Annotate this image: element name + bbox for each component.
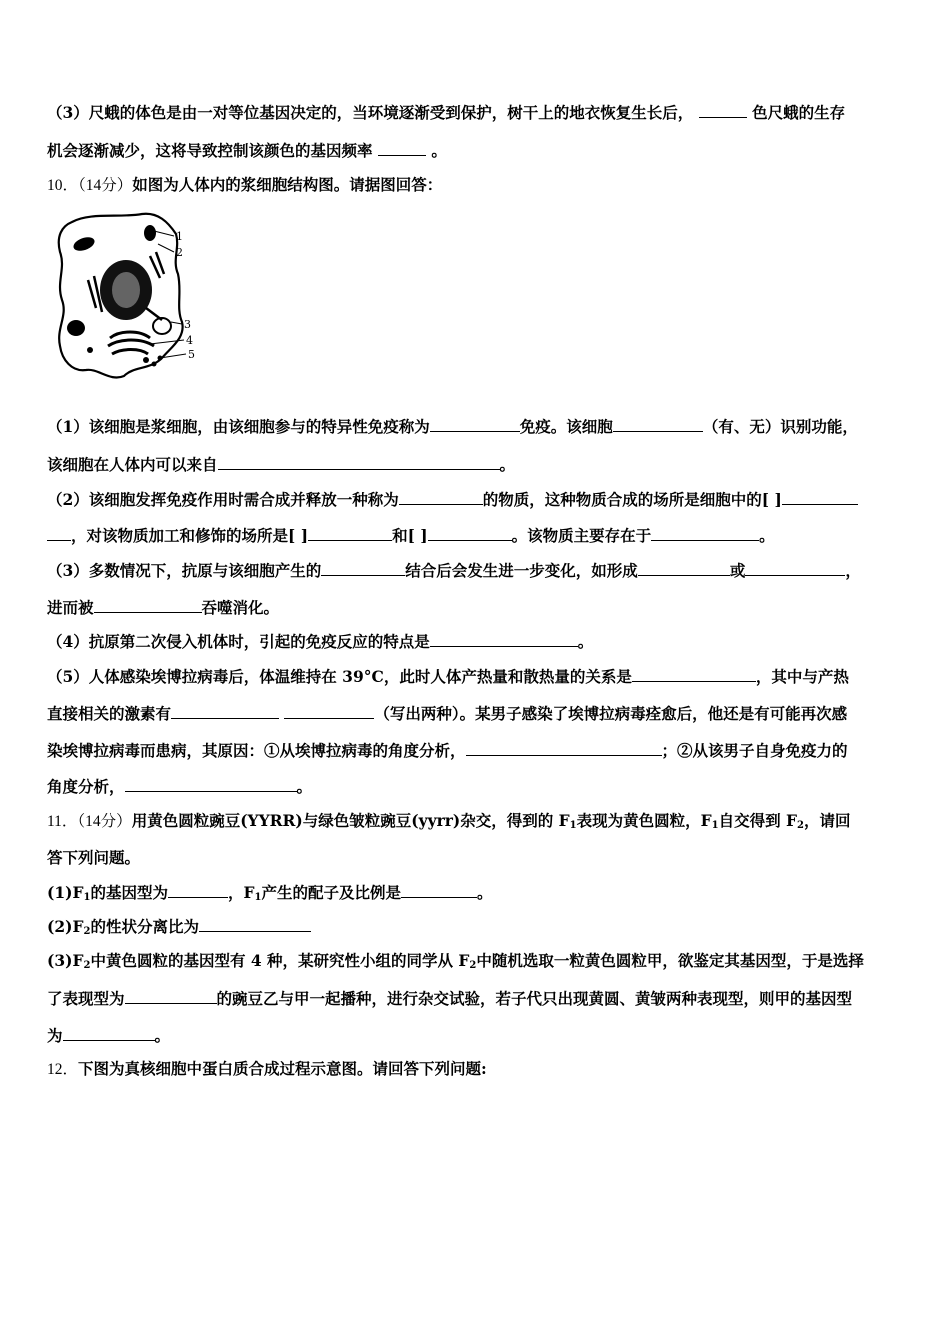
question-number: 11．（14分） [47, 813, 132, 830]
answer-blank[interactable] [199, 916, 311, 932]
q10-part4: （4）抗原第二次侵入机体时，引起的免疫反应的特点是 。 [47, 632, 594, 651]
question-number: 10．（14分） [47, 177, 133, 194]
figure-label-5: 5 [188, 348, 195, 361]
figure-label-3: 3 [184, 318, 191, 331]
answer-blank[interactable] [125, 988, 217, 1004]
question-number: 12． [47, 1061, 79, 1078]
answer-blank[interactable] [94, 597, 202, 613]
figure-label-1: 1 [176, 230, 183, 243]
answer-blank[interactable] [168, 882, 228, 898]
q11-intro-line1: 11．（14分）用黄色圆粒豌豆(YYRR)与绿色皱粒豌豆(yyrr)杂交，得到的 $F_1$表现为黄色圆粒，$F_1$自交得到 $F_2$，请回 [47, 811, 851, 831]
answer-blank[interactable] [428, 525, 512, 541]
plasma-cell-figure [50, 208, 210, 383]
figure-label-4: 4 [186, 334, 193, 347]
answer-blank[interactable] [308, 525, 392, 541]
figure-label-2: 2 [176, 246, 183, 259]
answer-blank[interactable] [321, 560, 405, 576]
q10-part1-line1: （1）该细胞是浆细胞，由该细胞参与的特异性免疫称为 免疫。该细胞 （有、无）识别功能， [47, 417, 858, 436]
answer-blank[interactable] [782, 489, 858, 505]
q10-part2-line2: ，对该物质加工和修饰的场所是[ ] 和[ ] 。该物质主要存在于 。 [47, 525, 907, 546]
q9-part3-line2: 机会逐渐减少，这将导致控制该颜色的基因频率 。 [47, 141, 447, 160]
q10-part3-line2: 进而被 吞噬消化。 [47, 598, 280, 617]
answer-blank[interactable] [745, 560, 845, 576]
answer-blank[interactable] [430, 631, 578, 647]
q10-part5-line1: （5）人体感染埃博拉病毒后，体温维持在 39°C，此时人体产热量和散热量的关系是 ，其中与产热 [47, 667, 849, 686]
question-title: 下图为真核细胞中蛋白质合成过程示意图。请回答下列问题: [78, 1059, 487, 1078]
q11-part2: $(2)F_2$的性状分离比为 [47, 916, 907, 942]
q10-part3-line1: （3）多数情况下，抗原与该细胞产生的 结合后会发生进一步变化，如形成 或 ， [47, 561, 861, 580]
q11-part3-line1: $(3)F_2$中黄色圆粒的基因型有 4 种，某研究性小组的同学从 $F_2$中随机选取一粒黄色圆粒甲，欲鉴定其基因型，于是选择 [47, 951, 864, 971]
answer-blank[interactable] [284, 703, 374, 719]
q10-part5-line4: 角度分析， 。 [47, 777, 313, 796]
answer-blank[interactable] [218, 454, 500, 470]
answer-blank[interactable] [171, 703, 279, 719]
q9-part3-line1: （3）尺蛾的体色是由一对等位基因决定的，当环境逐渐受到保护，树干上的地衣恢复生长后， 色尺蛾的生存 [47, 103, 846, 122]
answer-blank[interactable] [378, 140, 426, 156]
answer-blank[interactable] [638, 560, 730, 576]
answer-blank[interactable] [399, 489, 483, 505]
answer-blank[interactable] [613, 416, 703, 432]
answer-blank[interactable] [699, 102, 747, 118]
q10-part1-line2: 该细胞在人体内可以来自 。 [47, 455, 516, 474]
q10-part2-line1: （2）该细胞发挥免疫作用时需合成并释放一种称为 的物质，这种物质合成的场所是细胞中的[ ] [47, 489, 907, 510]
answer-blank[interactable] [401, 882, 477, 898]
question-title: 如图为人体内的浆细胞结构图。请据图回答： [132, 175, 443, 194]
q12-header [47, 1059, 907, 1080]
q10-part5-line3: 染埃博拉病毒而患病，其原因：①从埃博拉病毒的角度分析， ；②从该男子自身免疫力的 [47, 741, 848, 760]
answer-blank[interactable] [466, 740, 662, 756]
q10-part5-line2: 直接相关的激素有 （写出两种）。某男子感染了埃博拉病毒痊愈后，他还是有可能再次感 [47, 704, 848, 723]
answer-blank[interactable] [632, 666, 756, 682]
q11-part3-line3: 为 。 [47, 1026, 171, 1045]
q11-intro-line2: 答下列问题。 [47, 848, 141, 867]
answer-blank[interactable] [63, 1025, 155, 1041]
q11-part1: $(1)F_1$的基因型为 ，$F_1$产生的配子及比例是 。 [47, 883, 493, 903]
answer-blank[interactable] [430, 416, 520, 432]
q10-header [47, 175, 907, 196]
answer-blank[interactable] [651, 525, 759, 541]
answer-blank[interactable] [47, 525, 71, 541]
answer-blank[interactable] [125, 776, 297, 792]
q11-part3-line2: 了表现型为 的豌豆乙与甲一起播种，进行杂交试验，若子代只出现黄圆、黄皱两种表现型，则甲的基因型 [47, 989, 853, 1008]
